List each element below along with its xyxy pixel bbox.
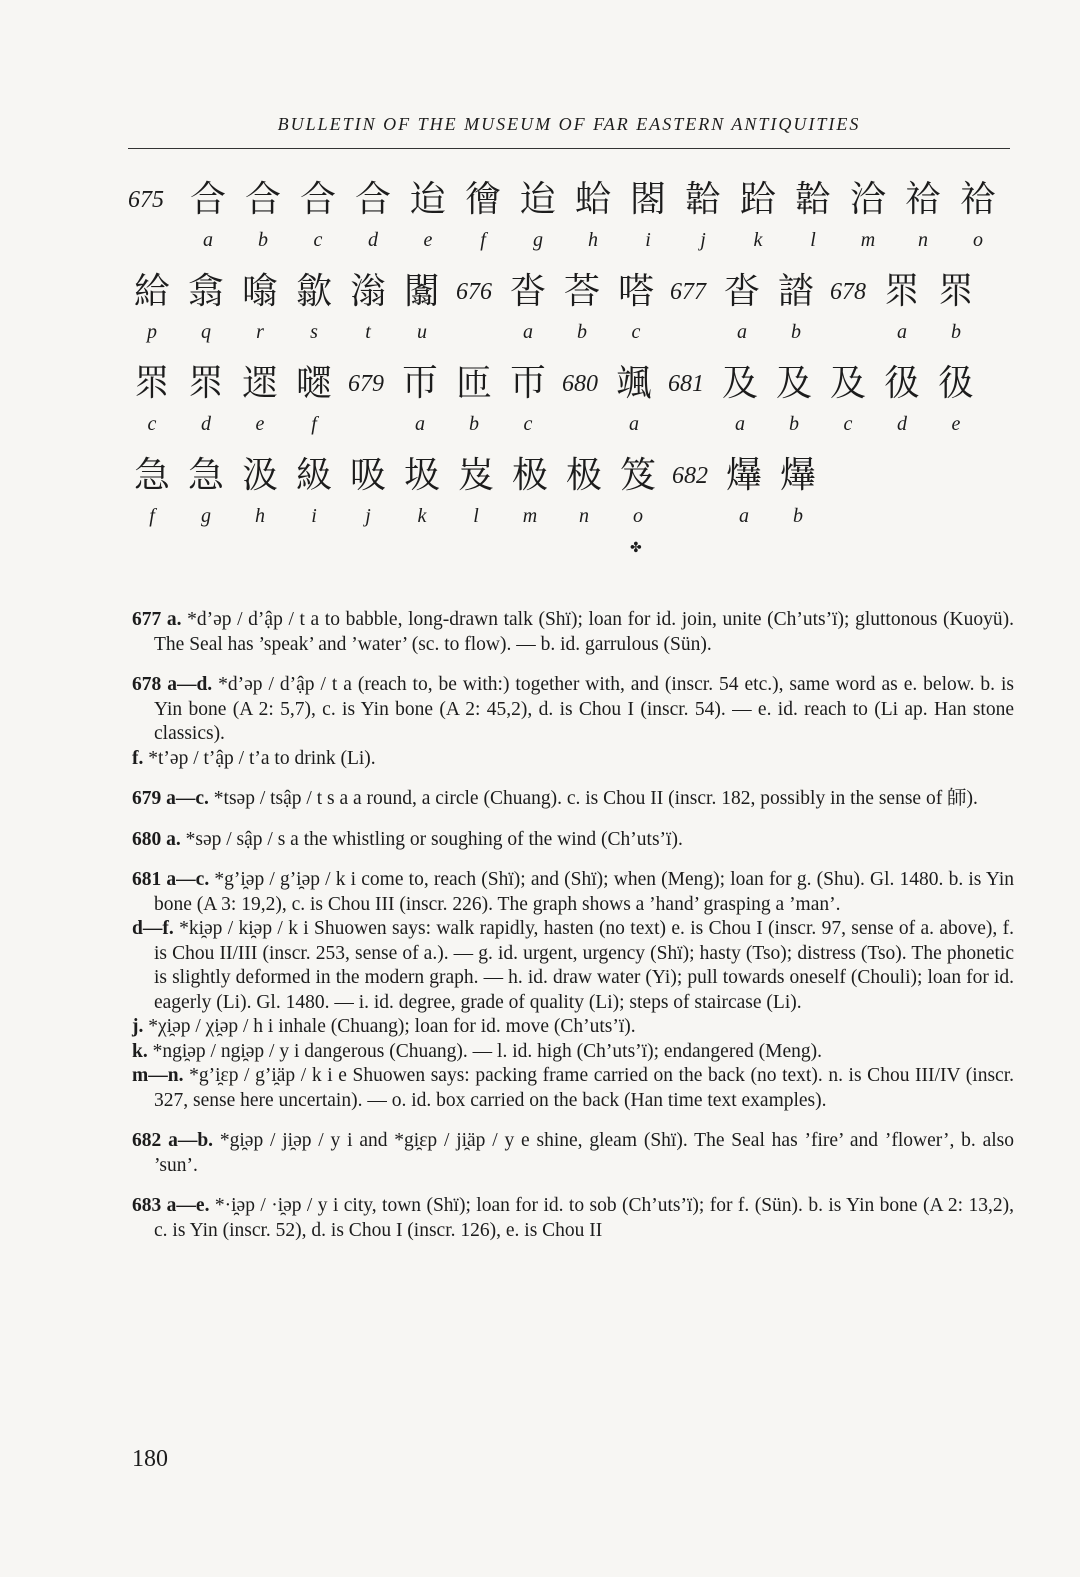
character-glyph: 韐 [684,179,721,220]
character-glyph: 蛤 [574,179,611,220]
entry-key: 679 a—c. [132,788,209,809]
glyph-cell [349,178,397,252]
character-glyph: 遝 [241,363,278,404]
entry-text: *·i̯əp / ·i̯əp / y i city, town (Shï); loan for id. to sob (Ch’uts’ï); for f. (Sün). b. is Yin bone (A 2: 13,2), c. is Yin (inscr. 52), d. is Chou I (inscr. 126), e. is Chou II [154,1195,1015,1241]
glyph-cell [344,270,392,344]
character-glyph: 給 [133,271,170,312]
character-glyph: 岌 [457,455,494,496]
entry-key: 678 a—d. [132,674,213,695]
glyph-cell [614,454,662,528]
glyph-cell [128,454,176,528]
entry-key: d—f. [132,918,174,939]
glyph-cell [404,178,452,252]
glyph-cell [184,178,232,252]
glyph-letter: b [791,321,801,343]
glyph-letter: c [843,413,853,435]
glyph-cell [290,454,338,528]
dictionary-entry [132,828,1014,853]
entry-text: *gi̯əp / ji̯əp / y i and *gi̯ɛp / ji̯äp / y e shine, gleam (Shï). The Seal has ’fire’ and ’flower’, b. also ’sun’. [154,1130,1015,1176]
entry-paragraph [132,828,1014,853]
header-rule [128,148,1010,149]
character-glyph: 吸 [349,455,386,496]
character-glyph: 极 [511,455,548,496]
glyph-letter: b [469,413,479,435]
character-glyph: 祫 [904,179,941,220]
glyph-letter: a [739,505,749,527]
glyph-cell [774,454,822,528]
character-glyph: 及 [829,363,866,404]
glyph-cell [294,178,342,252]
glyph-cell [789,178,837,252]
glyph-letter: d [368,229,378,251]
glyph-cell [182,270,230,344]
glyph-letter: f [311,413,317,435]
plate-row-4 [128,454,1018,544]
plate-row-3 [128,362,1018,452]
entries [132,608,1014,1259]
glyph-letter: g [201,505,211,527]
glyph-letter: a [897,321,907,343]
glyph-letter: s [310,321,318,343]
character-glyph: 跲 [739,179,776,220]
glyph-cell [504,362,552,436]
glyph-cell [290,270,338,344]
entry-text: *d’əp / d’ập / t a (reach to, be with:) together with, and (inscr. 54 etc.), same word as e. below. b. is Yin bone (A 2: 5,7), c. is Yin bone (A 2: 45,2), d. is Chou I (inscr. 54). — e. id. reach to (Li ap. Han stone classics). [154,674,1014,744]
glyph-letter: n [579,505,589,527]
glyph-letter: a [523,321,533,343]
glyph-cell [236,454,284,528]
character-glyph: 颯 [615,363,652,404]
glyph-cell [932,270,980,344]
glyph-cell [569,178,617,252]
glyph-letter: b [793,505,803,527]
entry-key: 677 a. [132,609,182,630]
group-number: 679 [348,371,384,397]
glyph-cell [236,362,284,436]
character-glyph: 合 [299,179,336,220]
dictionary-entry [132,1194,1014,1243]
entry-key: j. [132,1016,144,1037]
entry-paragraph [132,787,1014,812]
character-glyph: 匝 [455,363,492,404]
glyph-cell [344,454,392,528]
entry-text: *d’əp / d’ập / t a to babble, long-drawn talk (Shï); loan for id. join, unite (Ch’uts’ï); gluttonous (Kuoyü). The Seal has ’speak’ and ’water’ (sc. to flow). — b. id. garrulous (Sün). [154,609,1014,655]
glyph-cell [504,270,552,344]
entry-key: f. [132,747,144,769]
entry-paragraph [132,1129,1014,1178]
glyph-letter: m [522,505,538,527]
dictionary-entry [132,1129,1014,1178]
glyph-letter: b [951,321,961,343]
entry-text: *ngi̯əp / ngi̯əp / y i dangerous (Chuang). — l. id. high (Ch’uts’ï); endangered (Meng). [152,1040,822,1062]
glyph-cell [932,362,980,436]
glyph-cell [679,178,727,252]
entry-text: *g’i̯əp / g’i̯əp / k i come to, reach (Shï); and (Shï); when (Meng); loan for g. (Shu). Gl. 1480. b. is Yin bone (A 3: 19,2), c. is Chou III (inscr. 226). The graph shows a ’hand’ grasping a ’man’. [154,869,1015,915]
glyph-cell [612,270,660,344]
glyph-cell [396,362,444,436]
character-glyph: 彶 [883,363,920,404]
entry-text: *səp / sập / s a the whistling or soughing of the wind (Ch’uts’ï). [185,828,683,850]
glyph-letter: u [417,321,427,343]
character-glyph: 祫 [959,179,996,220]
entry-key: 681 a—c. [132,869,210,890]
character-glyph: 合 [189,179,226,220]
glyph-cell [182,454,230,528]
entry-paragraph [132,1064,1014,1113]
glyph-letter: m [860,229,876,251]
glyph-cell [459,178,507,252]
dictionary-entry [132,787,1014,812]
glyph-letter: h [255,505,265,527]
entry-key: 680 a. [132,828,181,850]
entry-text: *ki̯əp / ki̯əp / k i Shuowen says: walk rapidly, hasten (no text) e. is Chou I (inscr. 97, sense of a. above), f. is Chou II/III (inscr. 253, sense of a.). — g. id. urgent, urgency (Shï); hasty (Tso); distress (Tso). The phonetic is slightly deformed in the modern graph. — h. id. draw water (Yi); pull towards oneself (Chouli); loan for id. eagerly (Li). Gl. 1480. — i. id. degree, grade of quality (Li); steps of staircase (Li). [154,918,1014,1013]
character-glyph: 眔 [937,271,974,312]
character-glyph: 圾 [403,455,440,496]
glyph-letter: e [423,229,433,251]
entry-key: 682 a—b. [132,1130,214,1151]
glyph-cell [954,178,1002,252]
entry-key: m—n. [132,1065,184,1086]
dictionary-entry [132,608,1014,657]
glyph-letter: j [700,229,706,251]
plate-row-2 [128,270,1018,360]
character-glyph: 眔 [133,363,170,404]
character-glyph: 噏 [241,271,278,312]
character-glyph: 急 [133,455,170,496]
group-number: 682 [672,463,708,489]
glyph-letter: k [753,229,763,251]
character-glyph: 誻 [777,271,814,312]
entry-paragraph [132,608,1014,657]
glyph-cell [878,362,926,436]
entry-key: 683 a—e. [132,1195,210,1216]
glyph-letter: j [365,505,371,527]
character-glyph: 嚃 [295,363,332,404]
character-glyph: 眔 [187,363,224,404]
group-number: 678 [830,279,866,305]
glyph-letter: b [789,413,799,435]
glyph-cell [734,178,782,252]
glyph-cell [514,178,562,252]
character-glyph: 翕 [187,271,224,312]
page-number: 180 [132,1446,168,1472]
entry-text: *t’əp / t’ập / t’a to drink (Li). [148,747,376,769]
group-number: 676 [456,279,492,305]
glyph-letter: k [417,505,427,527]
glyph-cell [290,362,338,436]
glyph-cell [182,362,230,436]
glyph-letter: d [897,413,907,435]
character-glyph: 爗 [725,455,762,496]
glyph-letter: h [588,229,598,251]
character-glyph: 眔 [883,271,920,312]
glyph-letter: t [365,321,371,343]
glyph-letter: c [631,321,641,343]
running-title: BULLETIN OF THE MUSEUM OF FAR EASTERN ANTIQUITIES [277,114,861,134]
character-glyph: 嗒 [617,271,654,312]
entry-paragraph [132,747,1014,772]
entry-paragraph [132,1194,1014,1243]
glyph-cell [899,178,947,252]
entry-text: *tsəp / tsập / t s a a round, a circle (Chuang). c. is Chou II (inscr. 182, possibly in the sense of 師). [213,788,978,809]
character-glyph: 沓 [509,271,546,312]
entry-paragraph [132,673,1014,747]
glyph-letter: g [533,229,543,251]
glyph-cell [560,454,608,528]
entry-paragraph [132,917,1014,1015]
glyph-letter: f [149,505,155,527]
entry-text: *χi̯əp / χi̯əp / h i inhale (Chuang); loan for id. move (Ch’uts’ï). [148,1016,636,1037]
character-glyph: 滃 [349,271,386,312]
glyph-letter: a [415,413,425,435]
glyph-letter: p [147,321,157,343]
character-glyph: 急 [187,455,224,496]
glyph-cell [128,270,176,344]
glyph-letter: f [480,229,486,251]
glyph-letter: c [147,413,157,435]
glyph-letter: i [645,229,651,251]
character-glyph: 閤 [629,179,666,220]
glyph-cell [610,362,658,436]
glyph-cell [718,270,766,344]
character-glyph: 爗 [779,455,816,496]
glyph-letter: l [810,229,816,251]
glyph-letter: o [973,229,983,251]
glyph-cell [878,270,926,344]
glyph-cell [450,362,498,436]
glyph-cell [772,270,820,344]
character-glyph: 及 [775,363,812,404]
glyph-cell [558,270,606,344]
glyph-letter: e [951,413,961,435]
character-glyph: 及 [721,363,758,404]
character-glyph: 合 [244,179,281,220]
glyph-letter: e [255,413,265,435]
glyph-cell [398,270,446,344]
glyph-letter: n [918,229,928,251]
character-glyph: 荅 [563,271,600,312]
character-glyph: 洽 [849,179,886,220]
character-glyph: 帀 [509,363,546,404]
dictionary-entry [132,673,1014,771]
entry-paragraph [132,1015,1014,1040]
character-glyph: 迨 [409,179,446,220]
glyph-cell [770,362,818,436]
character-glyph: 迨 [519,179,556,220]
entry-text: *g’i̯ɛp / g’i̯äp / k i e Shuowen says: packing frame carried on the back (no text). n. is Chou III/IV (inscr. 327, sense here uncertain). — o. id. box carried on the back (Han time text examples). [154,1065,1014,1111]
entry-paragraph [132,868,1014,917]
plate-row-1 [128,178,1018,268]
entry-key: k. [132,1040,148,1062]
glyph-cell [398,454,446,528]
glyph-cell [128,362,176,436]
character-glyph: 闟 [403,271,440,312]
glyph-cell [624,178,672,252]
character-plate [128,178,1018,558]
glyph-cell [506,454,554,528]
character-glyph: 級 [295,455,332,496]
glyph-letter: i [311,505,317,527]
character-glyph: 歙 [295,271,332,312]
group-number: 680 [562,371,598,397]
group-number: 677 [670,279,706,305]
character-glyph: 汲 [241,455,278,496]
character-glyph: 合 [354,179,391,220]
glyph-letter: d [201,413,211,435]
character-glyph: 徻 [464,179,501,220]
glyph-cell [452,454,500,528]
glyph-letter: a [737,321,747,343]
character-glyph: 帀 [401,363,438,404]
entry-paragraph [132,1040,1014,1065]
glyph-letter: b [577,321,587,343]
glyph-letter: b [258,229,268,251]
glyph-cell [844,178,892,252]
glyph-letter: a [735,413,745,435]
character-glyph: 韐 [794,179,831,220]
glyph-letter: o [633,505,643,527]
character-glyph: 沓 [723,271,760,312]
dictionary-entry [132,868,1014,1113]
glyph-letter: l [473,505,479,527]
glyph-letter: c [523,413,533,435]
group-number: 681 [668,371,704,397]
character-glyph: 笈 [619,455,656,496]
character-glyph: 极 [565,455,602,496]
glyph-letter: a [203,229,213,251]
glyph-cell [239,178,287,252]
glyph-letter: r [256,321,264,343]
glyph-letter: a [629,413,639,435]
plate-end-mark: ✤ [630,540,642,556]
character-glyph: 彶 [937,363,974,404]
glyph-cell [716,362,764,436]
glyph-cell [236,270,284,344]
glyph-letter: c [313,229,323,251]
glyph-letter: q [201,321,211,343]
glyph-cell [824,362,872,436]
group-number: 675 [128,187,164,213]
glyph-cell [720,454,768,528]
